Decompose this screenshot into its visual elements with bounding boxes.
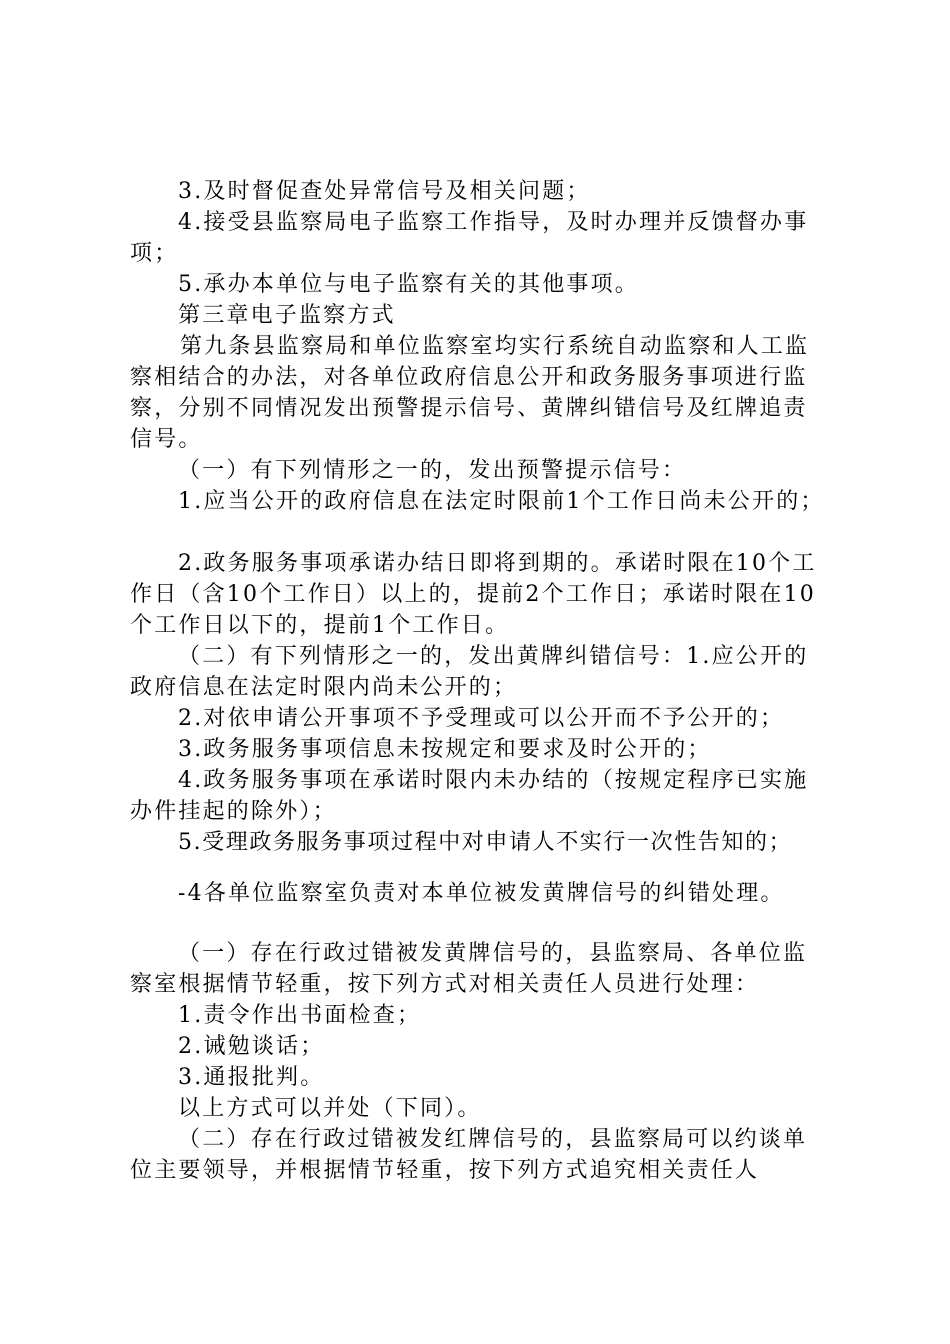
yellow-handling-note: -4各单位监察室负责对本单位被发黄牌信号的纠错处理。 <box>178 881 785 906</box>
penalty-item-1: 1.责令作出书面检查； <box>178 1003 422 1028</box>
paragraph-item-3: 3.及时督促查处异常信号及相关问题； <box>178 179 591 204</box>
chapter-heading: 第三章电子监察方式 <box>178 303 396 328</box>
section-warning-heading: （一）有下列情形之一的，发出预警提示信号： <box>178 458 687 483</box>
article-nine: 第九条县监察局和单位监察室均实行系统自动监察和人工监察相结合的办法，对各单位政府信息公开和政务服务事项进行监察，分别不同情况发出预警提示信号、黄牌纠错信号及红牌追责信号。 <box>130 334 810 452</box>
section-yellow-heading: （二）有下列情形之一的，发出黄牌纠错信号：1.应公开的政府信息在法定时限内尚未公开的； <box>130 644 809 700</box>
penalty-item-3: 3.通报批判。 <box>178 1065 325 1090</box>
yellow-item-2: 2.对依申请公开事项不予受理或可以公开而不予公开的； <box>178 706 785 731</box>
warning-item-1: 1.应当公开的政府信息在法定时限前1个工作日尚未公开的； <box>178 489 825 514</box>
yellow-item-5: 5.受理政务服务事项过程中对申请人不实行一次性告知的； <box>178 830 793 855</box>
penalty-item-2: 2.诫勉谈话； <box>178 1034 325 1059</box>
yellow-item-3: 3.政务服务事项信息未按规定和要求及时公开的； <box>178 737 712 762</box>
warning-item-2: 2.政务服务事项承诺办结日即将到期的。承诺时限在10个工作日（含10个工作日）以上的，提前2个工作日；承诺时限在10个工作日以下的，提前1个工作日。 <box>130 551 817 638</box>
paragraph-item-5: 5.承办本单位与电子监察有关的其他事项。 <box>178 272 639 297</box>
penalty-yellow-heading: （一）存在行政过错被发黄牌信号的，县监察局、各单位监察室根据情节轻重，按下列方式对相关责任人员进行处理： <box>130 941 808 997</box>
yellow-item-4: 4.政务服务事项在承诺时限内未办结的（按规定程序已实施办件挂起的除外）； <box>130 768 809 824</box>
paragraph-item-4: 4.接受县监察局电子监察工作指导，及时办理并反馈督办事项； <box>130 210 809 266</box>
penalty-red-heading: （二）存在行政过错被发红牌信号的，县监察局可以约谈单位主要领导，并根据情节轻重，按下列方式追究相关责任人 <box>130 1127 808 1183</box>
combined-note: 以上方式可以并处（下同）。 <box>178 1096 482 1121</box>
